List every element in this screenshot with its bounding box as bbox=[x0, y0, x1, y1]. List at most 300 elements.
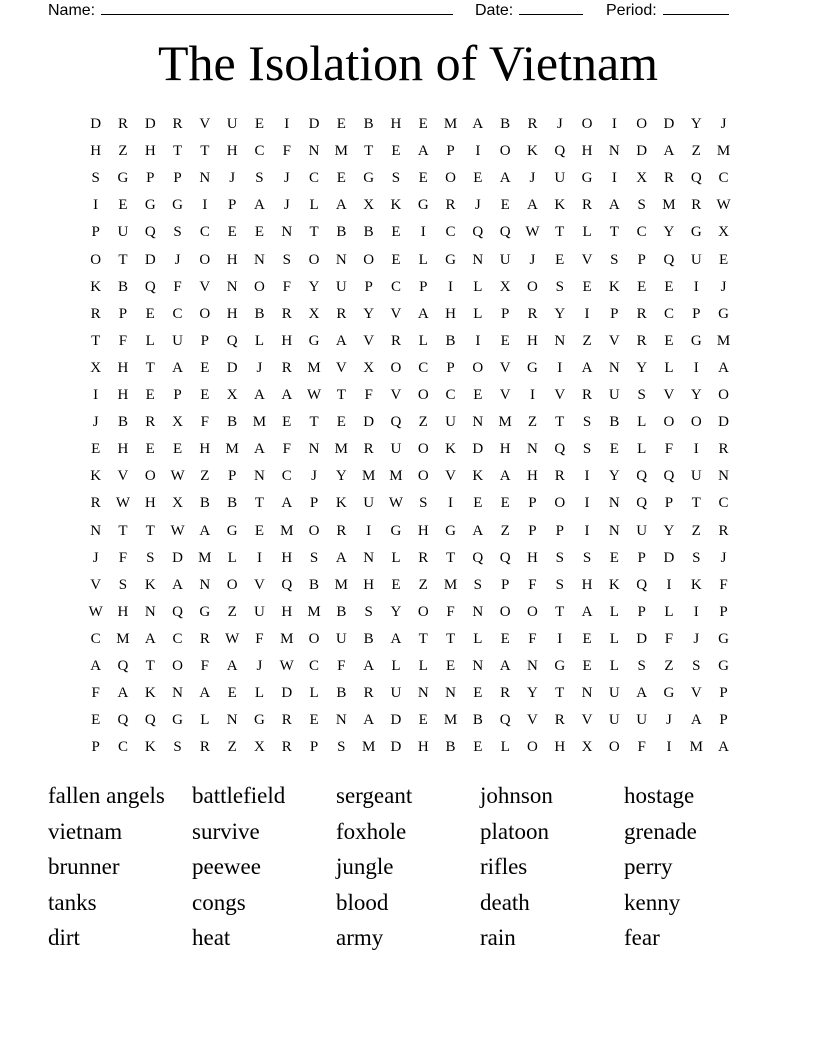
grid-letter[interactable]: L bbox=[391, 549, 401, 566]
grid-letter[interactable]: E bbox=[500, 197, 510, 214]
grid-letter[interactable]: M bbox=[662, 197, 676, 214]
grid-letter[interactable]: P bbox=[719, 603, 728, 620]
grid-letter[interactable]: N bbox=[281, 224, 293, 241]
grid-letter[interactable]: H bbox=[417, 522, 429, 539]
grid-letter[interactable]: Y bbox=[390, 603, 402, 620]
grid-letter[interactable]: A bbox=[390, 630, 402, 647]
grid-letter[interactable]: V bbox=[254, 576, 265, 593]
grid-letter[interactable]: Y bbox=[608, 468, 620, 485]
grid-letter[interactable]: L bbox=[200, 712, 210, 729]
grid-letter[interactable]: V bbox=[581, 251, 593, 268]
grid-letter[interactable]: M bbox=[280, 522, 294, 539]
grid-letter[interactable]: G bbox=[445, 251, 456, 268]
grid-letter[interactable]: Y bbox=[663, 522, 675, 539]
grid-letter[interactable]: E bbox=[145, 387, 155, 403]
grid-letter[interactable]: A bbox=[281, 387, 293, 403]
grid-letter[interactable]: F bbox=[91, 685, 100, 702]
grid-letter[interactable]: S bbox=[555, 549, 564, 566]
grid-letter[interactable]: A bbox=[527, 197, 538, 214]
grid-letter[interactable]: U bbox=[390, 441, 402, 458]
grid-letter[interactable]: Q bbox=[636, 495, 648, 512]
grid-letter[interactable]: U bbox=[363, 495, 375, 512]
grid-letter[interactable]: T bbox=[172, 143, 183, 160]
grid-letter[interactable]: C bbox=[172, 630, 183, 647]
grid-letter[interactable]: P bbox=[637, 603, 646, 620]
grid-letter[interactable]: B bbox=[254, 305, 265, 322]
grid-letter[interactable]: J bbox=[283, 197, 290, 214]
grid-letter[interactable]: R bbox=[172, 116, 183, 132]
grid-letter[interactable]: P bbox=[555, 522, 564, 539]
grid-letter[interactable]: E bbox=[664, 278, 674, 295]
grid-letter[interactable]: I bbox=[557, 630, 563, 647]
grid-letter[interactable]: Q bbox=[117, 658, 129, 674]
grid-letter[interactable]: J bbox=[92, 549, 99, 566]
grid-letter[interactable]: B bbox=[117, 414, 128, 431]
grid-letter[interactable]: D bbox=[472, 441, 484, 458]
grid-letter[interactable]: K bbox=[608, 278, 620, 295]
grid-letter[interactable]: H bbox=[527, 549, 538, 566]
grid-letter[interactable]: C bbox=[199, 224, 210, 241]
date-blank[interactable] bbox=[519, 0, 583, 15]
grid-letter[interactable]: A bbox=[499, 658, 511, 674]
grid-letter[interactable]: Q bbox=[554, 143, 566, 160]
grid-letter[interactable]: E bbox=[582, 278, 592, 295]
grid-letter[interactable]: X bbox=[172, 495, 183, 512]
grid-letter[interactable]: O bbox=[199, 251, 211, 268]
grid-letter[interactable]: N bbox=[608, 522, 620, 539]
grid-letter[interactable]: L bbox=[145, 332, 155, 349]
grid-letter[interactable]: T bbox=[254, 495, 265, 512]
grid-letter[interactable]: G bbox=[308, 332, 320, 349]
grid-letter[interactable]: E bbox=[91, 712, 101, 729]
grid-letter[interactable]: N bbox=[335, 251, 347, 268]
grid-letter[interactable]: N bbox=[226, 278, 238, 295]
grid-letter[interactable]: P bbox=[146, 170, 155, 187]
grid-letter[interactable]: J bbox=[529, 251, 536, 268]
grid-letter[interactable]: G bbox=[172, 712, 183, 729]
grid-letter[interactable]: B bbox=[336, 685, 347, 702]
grid-letter[interactable]: E bbox=[282, 414, 292, 431]
grid-letter[interactable]: A bbox=[363, 658, 375, 674]
grid-letter[interactable]: A bbox=[499, 170, 511, 187]
grid-letter[interactable]: T bbox=[555, 224, 565, 241]
grid-letter[interactable]: D bbox=[363, 414, 375, 431]
grid-letter[interactable]: G bbox=[554, 658, 566, 674]
grid-letter[interactable]: E bbox=[473, 739, 483, 756]
grid-letter[interactable]: G bbox=[144, 197, 156, 214]
grid-letter[interactable]: Q bbox=[636, 576, 648, 593]
grid-letter[interactable]: Z bbox=[418, 576, 428, 593]
grid-letter[interactable]: D bbox=[144, 251, 156, 268]
grid-letter[interactable]: G bbox=[690, 332, 702, 349]
grid-letter[interactable]: S bbox=[364, 603, 373, 620]
grid-letter[interactable]: T bbox=[118, 251, 128, 268]
grid-letter[interactable]: B bbox=[363, 224, 374, 241]
period-field[interactable] bbox=[606, 0, 729, 20]
grid-letter[interactable]: A bbox=[499, 468, 511, 485]
grid-letter[interactable]: E bbox=[500, 630, 510, 647]
grid-letter[interactable]: D bbox=[144, 116, 156, 132]
grid-letter[interactable]: F bbox=[637, 739, 646, 756]
grid-letter[interactable]: N bbox=[144, 603, 156, 620]
grid-letter[interactable]: J bbox=[720, 278, 727, 295]
grid-letter[interactable]: I bbox=[611, 170, 617, 187]
grid-letter[interactable]: O bbox=[472, 359, 484, 376]
grid-letter[interactable]: N bbox=[199, 576, 211, 593]
grid-letter[interactable]: E bbox=[500, 495, 510, 512]
grid-letter[interactable]: A bbox=[226, 658, 238, 674]
grid-letter[interactable]: N bbox=[335, 712, 347, 729]
grid-letter[interactable]: H bbox=[226, 251, 238, 268]
grid-letter[interactable]: C bbox=[309, 170, 320, 187]
grid-letter[interactable]: X bbox=[499, 278, 511, 295]
grid-letter[interactable]: U bbox=[117, 224, 129, 241]
grid-letter[interactable]: P bbox=[118, 305, 128, 322]
grid-letter[interactable]: M bbox=[334, 143, 348, 160]
grid-letter[interactable]: I bbox=[284, 116, 290, 132]
grid-letter[interactable]: X bbox=[308, 305, 320, 322]
grid-letter[interactable]: P bbox=[528, 495, 537, 512]
grid-letter[interactable]: V bbox=[581, 712, 593, 729]
grid-letter[interactable]: S bbox=[118, 576, 128, 593]
grid-letter[interactable]: E bbox=[418, 712, 428, 729]
grid-letter[interactable]: E bbox=[336, 170, 346, 187]
grid-letter[interactable]: E bbox=[145, 305, 155, 322]
grid-letter[interactable]: S bbox=[637, 387, 646, 403]
grid-letter[interactable]: B bbox=[500, 116, 511, 132]
grid-letter[interactable]: B bbox=[336, 224, 347, 241]
grid-letter[interactable]: O bbox=[636, 116, 648, 132]
grid-letter[interactable]: L bbox=[391, 658, 401, 674]
grid-letter[interactable]: Q bbox=[144, 224, 156, 241]
grid-letter[interactable]: P bbox=[200, 332, 209, 349]
grid-letter[interactable]: A bbox=[172, 359, 183, 376]
grid-letter[interactable]: S bbox=[555, 576, 564, 593]
grid-letter[interactable]: N bbox=[581, 685, 593, 702]
grid-letter[interactable]: E bbox=[418, 170, 428, 187]
grid-letter[interactable]: M bbox=[443, 576, 458, 593]
grid-letter[interactable]: A bbox=[144, 630, 156, 647]
grid-letter[interactable]: A bbox=[608, 197, 620, 214]
grid-letter[interactable]: Z bbox=[118, 143, 128, 160]
grid-letter[interactable]: W bbox=[716, 197, 731, 214]
grid-letter[interactable]: F bbox=[337, 658, 346, 674]
grid-letter[interactable]: E bbox=[473, 387, 483, 403]
grid-letter[interactable]: R bbox=[636, 305, 647, 322]
grid-letter[interactable]: P bbox=[610, 305, 619, 322]
grid-letter[interactable]: E bbox=[91, 441, 101, 458]
grid-letter[interactable]: G bbox=[254, 712, 265, 729]
grid-letter[interactable]: M bbox=[334, 441, 348, 458]
grid-letter[interactable]: P bbox=[309, 739, 319, 756]
grid-letter[interactable]: O bbox=[90, 251, 102, 268]
name-blank[interactable] bbox=[101, 0, 453, 15]
grid-letter[interactable]: K bbox=[608, 576, 620, 593]
grid-letter[interactable]: U bbox=[335, 278, 347, 295]
grid-letter[interactable]: S bbox=[692, 658, 701, 674]
grid-letter[interactable]: U bbox=[636, 522, 648, 539]
grid-letter[interactable]: O bbox=[499, 603, 511, 620]
grid-letter[interactable]: D bbox=[281, 685, 293, 702]
grid-letter[interactable]: O bbox=[581, 116, 593, 132]
grid-letter[interactable]: K bbox=[554, 197, 566, 214]
grid-letter[interactable]: M bbox=[689, 739, 703, 756]
grid-letter[interactable]: H bbox=[144, 495, 156, 512]
grid-letter[interactable]: R bbox=[281, 712, 292, 729]
grid-letter[interactable]: N bbox=[199, 170, 211, 187]
grid-letter[interactable]: T bbox=[555, 414, 565, 431]
grid-letter[interactable]: I bbox=[693, 603, 699, 620]
grid-letter[interactable]: P bbox=[500, 576, 510, 593]
grid-letter[interactable]: M bbox=[307, 603, 321, 620]
grid-letter[interactable]: O bbox=[527, 603, 538, 620]
grid-letter[interactable]: E bbox=[609, 441, 619, 458]
grid-letter[interactable]: C bbox=[309, 658, 320, 674]
grid-letter[interactable]: N bbox=[308, 441, 320, 458]
grid-letter[interactable]: X bbox=[226, 387, 238, 403]
grid-letter[interactable]: I bbox=[666, 739, 672, 756]
grid-letter[interactable]: A bbox=[718, 359, 729, 376]
grid-letter[interactable]: G bbox=[718, 658, 729, 674]
grid-letter[interactable]: S bbox=[582, 549, 592, 566]
grid-letter[interactable]: L bbox=[664, 603, 674, 620]
grid-letter[interactable]: E bbox=[391, 143, 401, 160]
grid-letter[interactable]: R bbox=[363, 441, 374, 458]
grid-letter[interactable]: E bbox=[336, 116, 346, 132]
grid-letter[interactable]: U bbox=[554, 170, 566, 187]
grid-letter[interactable]: B bbox=[363, 630, 374, 647]
grid-letter[interactable]: X bbox=[718, 224, 729, 241]
grid-letter[interactable]: Z bbox=[527, 414, 538, 431]
grid-letter[interactable]: H bbox=[281, 603, 293, 620]
grid-letter[interactable]: J bbox=[474, 197, 481, 214]
grid-letter[interactable]: H bbox=[417, 739, 429, 756]
grid-letter[interactable]: I bbox=[475, 143, 481, 160]
grid-letter[interactable]: I bbox=[693, 441, 699, 458]
period-blank[interactable] bbox=[663, 0, 729, 15]
grid-letter[interactable]: S bbox=[555, 278, 564, 295]
grid-letter[interactable]: R bbox=[527, 305, 538, 322]
grid-letter[interactable]: O bbox=[417, 468, 429, 485]
grid-letter[interactable]: D bbox=[636, 143, 648, 160]
grid-letter[interactable]: C bbox=[718, 170, 729, 187]
grid-letter[interactable]: J bbox=[283, 170, 290, 187]
grid-letter[interactable]: O bbox=[445, 170, 456, 187]
grid-letter[interactable]: K bbox=[527, 143, 538, 160]
grid-letter[interactable]: N bbox=[472, 251, 484, 268]
grid-letter[interactable]: Q bbox=[472, 549, 484, 566]
grid-letter[interactable]: N bbox=[308, 143, 320, 160]
grid-letter[interactable]: O bbox=[308, 251, 320, 268]
grid-letter[interactable]: M bbox=[116, 630, 130, 647]
grid-letter[interactable]: D bbox=[636, 630, 648, 647]
grid-letter[interactable]: A bbox=[417, 143, 429, 160]
grid-letter[interactable]: L bbox=[418, 658, 428, 674]
grid-letter[interactable]: X bbox=[363, 359, 375, 376]
grid-letter[interactable]: A bbox=[663, 143, 675, 160]
grid-letter[interactable]: X bbox=[363, 197, 375, 214]
grid-letter[interactable]: U bbox=[690, 468, 702, 485]
grid-letter[interactable]: T bbox=[145, 658, 155, 674]
grid-letter[interactable]: L bbox=[609, 630, 619, 647]
grid-letter[interactable]: E bbox=[336, 414, 346, 431]
grid-letter[interactable]: O bbox=[390, 359, 402, 376]
grid-letter[interactable]: T bbox=[145, 522, 155, 539]
grid-letter[interactable]: J bbox=[229, 170, 236, 187]
grid-letter[interactable]: L bbox=[309, 685, 319, 702]
grid-letter[interactable]: K bbox=[144, 576, 156, 593]
grid-letter[interactable]: C bbox=[663, 305, 674, 322]
grid-letter[interactable]: E bbox=[227, 685, 237, 702]
grid-letter[interactable]: J bbox=[720, 549, 727, 566]
grid-letter[interactable]: S bbox=[309, 549, 319, 566]
grid-letter[interactable]: P bbox=[419, 278, 428, 295]
grid-letter[interactable]: C bbox=[390, 278, 401, 295]
grid-letter[interactable]: L bbox=[637, 441, 647, 458]
grid-letter[interactable]: D bbox=[172, 549, 183, 566]
grid-letter[interactable]: Q bbox=[499, 712, 511, 729]
grid-letter[interactable]: C bbox=[172, 305, 183, 322]
grid-letter[interactable]: C bbox=[281, 468, 292, 485]
grid-letter[interactable]: Q bbox=[499, 549, 511, 566]
grid-letter[interactable]: U bbox=[390, 685, 402, 702]
grid-letter[interactable]: O bbox=[527, 739, 538, 756]
grid-letter[interactable]: A bbox=[335, 332, 347, 349]
grid-letter[interactable]: O bbox=[226, 576, 238, 593]
grid-letter[interactable]: S bbox=[473, 576, 482, 593]
grid-letter[interactable]: R bbox=[199, 739, 210, 756]
grid-letter[interactable]: H bbox=[117, 441, 129, 458]
grid-letter[interactable]: U bbox=[690, 251, 702, 268]
grid-letter[interactable]: W bbox=[170, 468, 185, 485]
grid-letter[interactable]: V bbox=[363, 332, 375, 349]
grid-letter[interactable]: A bbox=[718, 739, 729, 756]
grid-letter[interactable]: D bbox=[90, 116, 102, 132]
grid-letter[interactable]: Y bbox=[636, 359, 648, 376]
grid-letter[interactable]: N bbox=[472, 414, 484, 431]
grid-letter[interactable]: Q bbox=[281, 576, 293, 593]
grid-letter[interactable]: O bbox=[663, 414, 675, 431]
grid-letter[interactable]: H bbox=[281, 549, 293, 566]
grid-letter[interactable]: R bbox=[636, 332, 647, 349]
grid-letter[interactable]: O bbox=[308, 630, 320, 647]
grid-letter[interactable]: A bbox=[254, 387, 265, 403]
grid-letter[interactable]: S bbox=[337, 739, 346, 756]
grid-letter[interactable]: K bbox=[390, 197, 402, 214]
grid-letter[interactable]: I bbox=[584, 468, 590, 485]
grid-letter[interactable]: A bbox=[472, 116, 484, 132]
grid-letter[interactable]: A bbox=[90, 658, 102, 674]
grid-letter[interactable]: O bbox=[417, 387, 429, 403]
grid-letter[interactable]: A bbox=[254, 197, 265, 214]
grid-letter[interactable]: S bbox=[419, 495, 428, 512]
grid-letter[interactable]: K bbox=[90, 468, 102, 485]
grid-letter[interactable]: F bbox=[173, 278, 182, 295]
grid-letter[interactable]: I bbox=[557, 359, 563, 376]
grid-letter[interactable]: V bbox=[335, 359, 347, 376]
grid-letter[interactable]: U bbox=[608, 685, 620, 702]
grid-letter[interactable]: U bbox=[254, 603, 265, 620]
grid-letter[interactable]: C bbox=[117, 739, 128, 756]
grid-letter[interactable]: L bbox=[418, 251, 428, 268]
grid-letter[interactable]: O bbox=[254, 278, 265, 295]
grid-letter[interactable]: H bbox=[117, 359, 129, 376]
grid-letter[interactable]: W bbox=[170, 522, 185, 539]
grid-letter[interactable]: Y bbox=[363, 305, 375, 322]
grid-letter[interactable]: E bbox=[473, 170, 483, 187]
grid-letter[interactable]: N bbox=[527, 658, 538, 674]
grid-letter[interactable]: R bbox=[336, 305, 347, 322]
grid-letter[interactable]: U bbox=[608, 387, 620, 403]
grid-letter[interactable]: A bbox=[581, 359, 593, 376]
grid-letter[interactable]: W bbox=[279, 658, 294, 674]
grid-letter[interactable]: D bbox=[663, 549, 675, 566]
grid-letter[interactable]: I bbox=[529, 387, 535, 403]
grid-letter[interactable]: E bbox=[145, 441, 155, 458]
grid-letter[interactable]: I bbox=[448, 495, 454, 512]
grid-letter[interactable]: G bbox=[117, 170, 129, 187]
grid-letter[interactable]: S bbox=[582, 414, 592, 431]
grid-letter[interactable]: E bbox=[637, 278, 647, 295]
grid-letter[interactable]: H bbox=[363, 576, 375, 593]
grid-letter[interactable]: J bbox=[720, 116, 727, 132]
grid-letter[interactable]: H bbox=[581, 576, 593, 593]
grid-letter[interactable]: L bbox=[500, 739, 510, 756]
grid-letter[interactable]: G bbox=[199, 603, 211, 620]
grid-letter[interactable]: P bbox=[528, 522, 537, 539]
grid-letter[interactable]: N bbox=[363, 549, 375, 566]
grid-letter[interactable]: E bbox=[254, 224, 265, 241]
grid-letter[interactable]: E bbox=[391, 224, 401, 241]
grid-letter[interactable]: U bbox=[608, 712, 620, 729]
grid-letter[interactable]: I bbox=[93, 197, 99, 214]
grid-letter[interactable]: W bbox=[306, 387, 322, 403]
grid-letter[interactable]: I bbox=[475, 332, 481, 349]
grid-letter[interactable]: I bbox=[611, 116, 617, 132]
grid-letter[interactable]: M bbox=[307, 359, 321, 376]
grid-letter[interactable]: U bbox=[499, 251, 511, 268]
grid-letter[interactable]: O bbox=[172, 658, 183, 674]
grid-letter[interactable]: L bbox=[473, 305, 483, 322]
grid-letter[interactable]: D bbox=[390, 712, 402, 729]
grid-letter[interactable]: A bbox=[690, 712, 702, 729]
grid-letter[interactable]: A bbox=[636, 685, 648, 702]
grid-letter[interactable]: H bbox=[199, 441, 211, 458]
grid-letter[interactable]: T bbox=[555, 685, 565, 702]
grid-letter[interactable]: K bbox=[445, 441, 456, 458]
grid-letter[interactable]: R bbox=[90, 305, 101, 322]
grid-letter[interactable]: Y bbox=[663, 224, 675, 241]
grid-letter[interactable]: S bbox=[692, 549, 701, 566]
grid-letter[interactable]: S bbox=[255, 170, 264, 187]
grid-letter[interactable]: V bbox=[527, 712, 538, 729]
grid-letter[interactable]: H bbox=[445, 305, 456, 322]
grid-letter[interactable]: A bbox=[581, 603, 593, 620]
grid-letter[interactable]: T bbox=[118, 522, 128, 539]
grid-letter[interactable]: A bbox=[335, 549, 347, 566]
grid-letter[interactable]: M bbox=[498, 414, 512, 431]
grid-letter[interactable]: G bbox=[445, 522, 456, 539]
grid-letter[interactable]: O bbox=[308, 522, 320, 539]
grid-letter[interactable]: F bbox=[200, 658, 209, 674]
grid-letter[interactable]: I bbox=[666, 576, 672, 593]
grid-letter[interactable]: I bbox=[584, 522, 590, 539]
grid-letter[interactable]: S bbox=[637, 197, 646, 214]
grid-letter[interactable]: R bbox=[390, 332, 401, 349]
grid-letter[interactable]: B bbox=[445, 739, 456, 756]
grid-letter[interactable]: R bbox=[663, 170, 674, 187]
grid-letter[interactable]: I bbox=[448, 278, 454, 295]
